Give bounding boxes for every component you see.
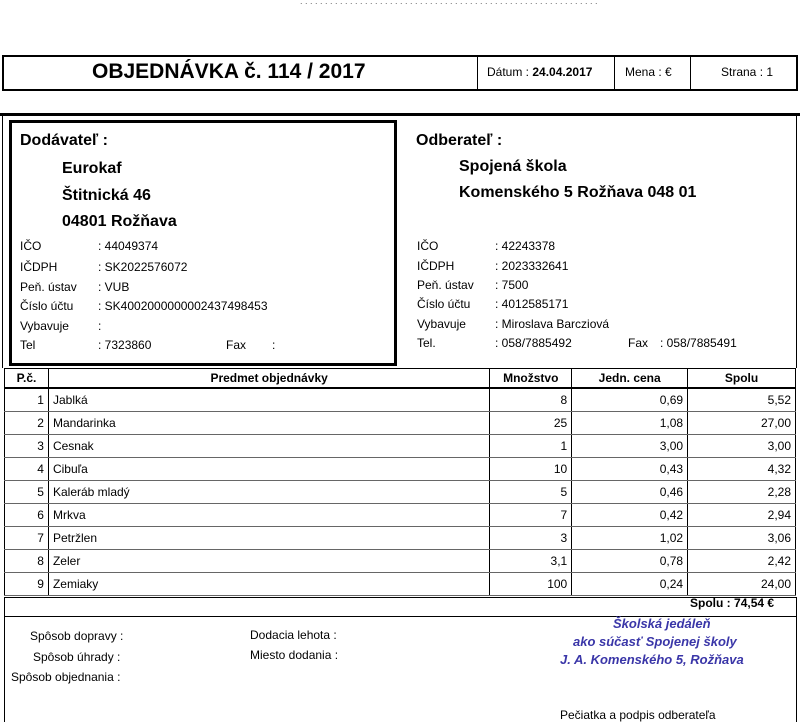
col-header-unit-price: Jedn. cena [572, 369, 688, 389]
row-total: 24,00 [688, 573, 796, 596]
table-row [5, 504, 796, 527]
row-number: 3 [5, 435, 49, 458]
row-unit-price: 0,42 [572, 504, 688, 527]
grand-total [690, 596, 774, 610]
row-quantity: 8 [490, 388, 572, 412]
table-row [5, 573, 796, 596]
row-number: 5 [5, 481, 49, 504]
order-title: OBJEDNÁVKA č. 114 / 2017 [92, 60, 366, 83]
table-row [5, 550, 796, 573]
row-total: 27,00 [688, 412, 796, 435]
row-unit-price: 0,24 [572, 573, 688, 596]
row-unit-price: 0,78 [572, 550, 688, 573]
table-row [5, 458, 796, 481]
row-quantity: 10 [490, 458, 572, 481]
supplier-tel-label: Tel [20, 338, 36, 352]
row-item: Petržlen [48, 527, 489, 550]
order-method: Spôsob objednania : [11, 670, 121, 684]
row-quantity: 7 [490, 504, 572, 527]
customer-fax-label: Fax [628, 336, 649, 350]
row-number: 8 [5, 550, 49, 573]
supplier-fax-label: Fax [226, 338, 247, 352]
stamp-line-1: Školská jedáleň [613, 616, 711, 631]
stamp-line-3: J. A. Komenského 5, Rožňava [560, 652, 744, 667]
supplier-icdph-value: : SK2022576072 [98, 260, 188, 274]
payment-method: Spôsob úhrady : [33, 650, 121, 664]
date-label: Dátum : [487, 65, 530, 79]
row-total: 2,28 [688, 481, 796, 504]
table-row [5, 527, 796, 550]
row-quantity: 100 [490, 573, 572, 596]
customer-tel-value: : 058/7885492 [495, 336, 572, 350]
customer-name: Spojená škola [459, 158, 567, 175]
date-value: 24.04.2017 [532, 65, 593, 79]
row-item: Jablká [48, 388, 489, 412]
supplier-ico-label: IČO [20, 239, 42, 253]
date-field [487, 65, 592, 79]
transport-method: Spôsob dopravy : [30, 629, 124, 643]
supplier-heading: Dodávateľ : [20, 132, 108, 149]
col-header-number: P.č. [5, 369, 49, 389]
supplier-city: 04801 Rožňava [62, 213, 177, 230]
row-number: 1 [5, 388, 49, 412]
delivery-time: Dodacia lehota : [250, 628, 337, 642]
row-total: 2,42 [688, 550, 796, 573]
customer-contact-label: Vybavuje [417, 317, 466, 331]
page-number: Strana : 1 [721, 65, 774, 79]
row-quantity: 25 [490, 412, 572, 435]
row-quantity: 5 [490, 481, 572, 504]
row-total: 4,32 [688, 458, 796, 481]
row-unit-price: 1,08 [572, 412, 688, 435]
supplier-street: Štitnická 46 [62, 187, 151, 204]
scan-artifact: . . . . . . . . . . . . . . . . . . . . . . . . . . . . . . . . . . . . . . . . . . . . . . . . . . . . . . . . . . . . [300, 0, 598, 6]
row-item: Zeler [48, 550, 489, 573]
row-unit-price: 0,43 [572, 458, 688, 481]
currency: Mena : € [625, 65, 672, 79]
row-item: Kaleráb mladý [48, 481, 489, 504]
row-item: Mrkva [48, 504, 489, 527]
supplier-tel-value: : 7323860 [98, 338, 152, 352]
supplier-icdph-label: IČDPH [20, 260, 58, 274]
customer-account-label: Číslo účtu [417, 297, 471, 311]
row-total: 3,00 [688, 435, 796, 458]
customer-street: Komenského 5 Rožňava 048 01 [459, 184, 697, 201]
row-total: 5,52 [688, 388, 796, 412]
row-unit-price: 0,46 [572, 481, 688, 504]
delivery-place: Miesto dodania : [250, 648, 339, 662]
supplier-contact-value: : [98, 319, 102, 333]
row-item: Zemiaky [48, 573, 489, 596]
customer-tel-label: Tel. [417, 336, 436, 350]
row-total: 3,06 [688, 527, 796, 550]
row-unit-price: 0,69 [572, 388, 688, 412]
table-row [5, 435, 796, 458]
customer-ico-label: IČO [417, 239, 439, 253]
supplier-account-value: : SK4002000000002437498453 [98, 299, 268, 313]
supplier-contact-label: Vybavuje [20, 319, 69, 333]
row-unit-price: 3,00 [572, 435, 688, 458]
table-row [5, 481, 796, 504]
supplier-bank-label: Peň. ústav [20, 280, 77, 294]
customer-contact-value: : Miroslava Barcziová [495, 317, 610, 331]
customer-ico-value: : 42243378 [495, 239, 556, 253]
customer-icdph-value: : 2023332641 [495, 259, 569, 273]
col-header-quantity: Množstvo [490, 369, 572, 389]
separator [0, 113, 800, 116]
row-quantity: 1 [490, 435, 572, 458]
customer-heading: Odberateľ : [416, 132, 503, 149]
customer-account-value: : 4012585171 [495, 297, 569, 311]
customer-bank-label: Peň. ústav [417, 278, 474, 292]
row-item: Cesnak [48, 435, 489, 458]
supplier-fax-value: : [272, 338, 276, 352]
table-row [5, 412, 796, 435]
table-header-row [5, 369, 796, 389]
supplier-name: Eurokaf [62, 160, 122, 177]
customer-icdph-label: IČDPH [417, 259, 455, 273]
row-quantity: 3 [490, 527, 572, 550]
col-header-item: Predmet objednávky [48, 369, 489, 389]
supplier-bank-value: : VUB [98, 280, 130, 294]
row-number: 2 [5, 412, 49, 435]
row-item: Mandarinka [48, 412, 489, 435]
row-number: 9 [5, 573, 49, 596]
grand-total-value: 74,54 € [734, 596, 775, 610]
supplier-account-label: Číslo účtu [20, 299, 74, 313]
items-table [4, 368, 796, 596]
stamp-line-2: ako súčasť Spojenej školy [573, 634, 737, 649]
row-total: 2,94 [688, 504, 796, 527]
grand-total-label: Spolu : [690, 596, 731, 610]
col-header-total: Spolu [688, 369, 796, 389]
row-number: 4 [5, 458, 49, 481]
row-item: Cibuľa [48, 458, 489, 481]
signature-label: Pečiatka a podpis odberateľa [560, 708, 716, 722]
supplier-ico-value: : 44049374 [98, 239, 159, 253]
row-number: 6 [5, 504, 49, 527]
customer-bank-value: : 7500 [495, 278, 529, 292]
row-quantity: 3,1 [490, 550, 572, 573]
customer-fax-value: : 058/7885491 [660, 336, 737, 350]
table-row [5, 388, 796, 412]
row-number: 7 [5, 527, 49, 550]
row-unit-price: 1,02 [572, 527, 688, 550]
